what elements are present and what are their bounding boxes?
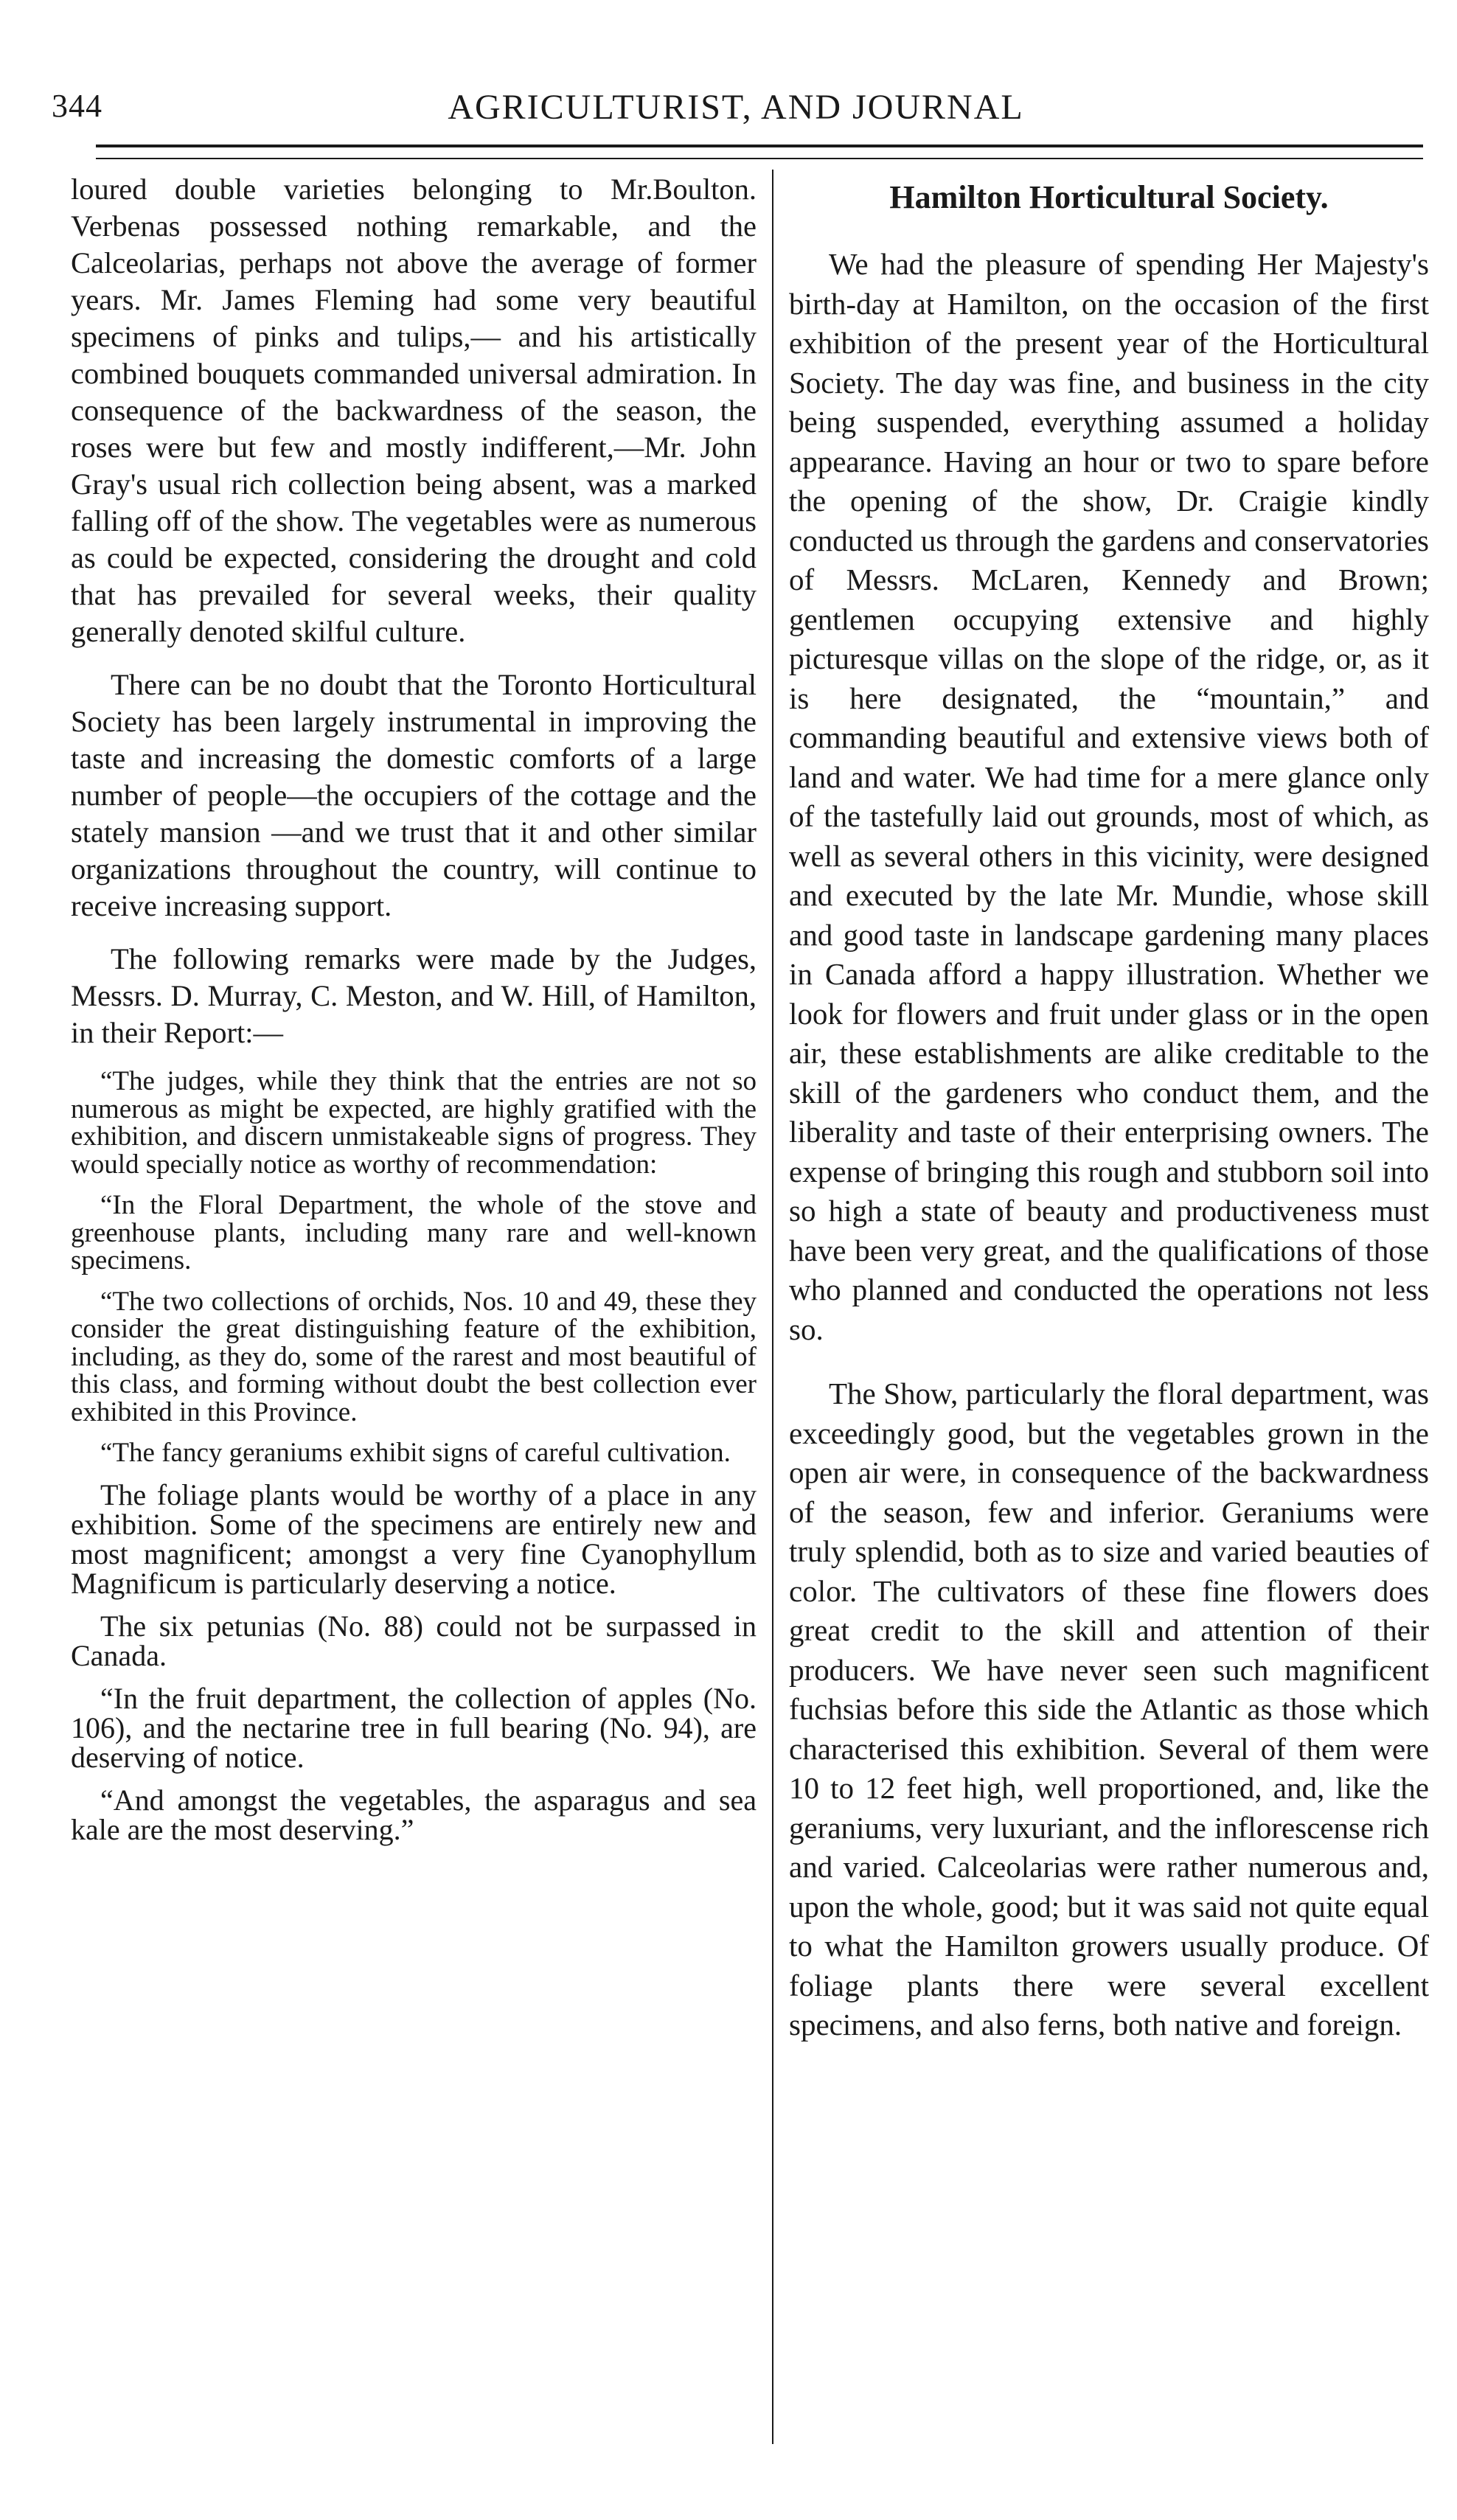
report-quote: “The judges, while they think that the entries are not so numerous as might be expected, are highly gratified with the exhibition, and discern unmistakeable signs of progress. They would specially notice as worthy of recommendation: xyxy=(71,1066,757,1180)
paragraph: There can be no doubt that the Toronto Horticultural Society has been largely instrumental in improving the taste and increasing the domestic comforts of a large number of people—the occupiers of the cottage and the stately mansion —and we trust that it and other similar organizations throughout the country, will continue to receive increasing support. xyxy=(71,668,757,922)
left-column xyxy=(71,171,757,1858)
report-quote: “The fancy geraniums exhibit signs of careful cultivation. xyxy=(100,1438,731,1468)
page-header xyxy=(44,87,1428,146)
report-quote: “The two collections of orchids, Nos. 10 and 49, these they consider the great distinguishing feature of the exhibition, including, as they do, some of the rarest and most beautiful of this class, and forming without doubt the best collection ever exhibited in this Province. xyxy=(71,1286,757,1427)
page-number: 344 xyxy=(52,88,102,124)
paragraph: The Show, particularly the floral department, was exceedingly good, but the vegetables grown in the open air were, in consequence of the backwardness of the season, few and inferior. Geraniums were truly splendid, both as to size and varied beauties of color. The cultivators of these fine flowers does great credit to the skill and attention of their producers. We have never seen such magnificent fuchsias before this side the Atlantic as those which characterised this exhibition. Several of them were 10 to 12 feet high, well proportioned, and, like the geraniums, very luxuriant, and the inflorescense rich and varied. Calceolarias were rather numerous and, upon the whole, good; but it was said not quite equal to what the Hamilton growers usually produce. Of foliage plants there were several excellent specimens, and also ferns, both native and foreign. xyxy=(789,1376,1429,2042)
report-quote: The foliage plants would be worthy of a place in any exhibition. Some of the specimens are entirely new and most magnificent; amongst a very fine Cyanophyllum Magnificum is particularly deserving a notice. xyxy=(71,1477,757,1600)
column-divider xyxy=(772,170,773,2444)
article-heading: Hamilton Horticultural Society. xyxy=(889,179,1329,215)
report-quote: “And amongst the vegetables, the asparagus and sea kale are the most deserving.” xyxy=(71,1783,757,1846)
paragraph: loured double varieties belonging to Mr.Boulton. Verbenas possessed nothing remarkable, and the Calceolarias, perhaps not above the average of former years. Mr. James Fleming had some very beautiful specimens of pinks and tulips,— and his artistically combined bouquets commanded universal admiration. In consequence of the backwardness of the season, the roses were but few and mostly indifferent,—Mr. John Gray's usual rich collection being absent, was a marked falling off of the show. The vegetables were as numerous as could be expected, considering the drought and cold that has prevailed for several weeks, their quality generally denoted skilful culture. xyxy=(71,173,757,648)
paragraph: The following remarks were made by the Judges, Messrs. D. Murray, C. Meston, and W. Hill, of Hamilton, in their Report:— xyxy=(71,942,757,1049)
right-column xyxy=(789,171,1429,2070)
report-quote: The six petunias (No. 88) could not be surpassed in Canada. xyxy=(71,1609,757,1672)
report-quote: “In the fruit department, the collection of apples (No. 106), and the nectarine tree in full bearing (No. 94), are deserving of notice. xyxy=(71,1681,757,1774)
running-title: AGRICULTURIST, AND JOURNAL xyxy=(448,88,1024,127)
report-quote: “In the Floral Department, the whole of the stove and greenhouse plants, including many rare and well-known specimens. xyxy=(71,1190,757,1275)
paragraph: We had the pleasure of spending Her Majesty's birth-day at Hamilton, on the occasion of the first exhibition of the present year of the Horticultural Society. The day was fine, and business in the city being suspended, everything assumed a holiday appearance. Having an hour or two to spare before the opening of the show, Dr. Craigie kindly conducted us through the gardens and conservatories of Messrs. McLaren, Kennedy and Brown; gentlemen occupying extensive and highly picturesque villas on the slope of the ridge, or, as it is here designated, the “mountain,” and commanding beautiful and extensive views both of land and water. We had time for a mere glance only of the tastefully laid out grounds, most of which, as well as several others in this vicinity, were designed and executed by the late Mr. Mundie, whose skill and good taste in landscape gardening many places in Canada afford a happy illustration. Whether we look for flowers and fruit under glass or in the open air, these establishments are alike creditable to the skill of the gardeners who conduct them, and the liberality and taste of their enterprising owners. The expense of bringing this rough and stubborn soil into so high a state of beauty and productiveness must have been very great, and the qualifications of those who planned and conducted the operations not less so. xyxy=(789,247,1429,1346)
header-double-rule xyxy=(96,145,1423,159)
